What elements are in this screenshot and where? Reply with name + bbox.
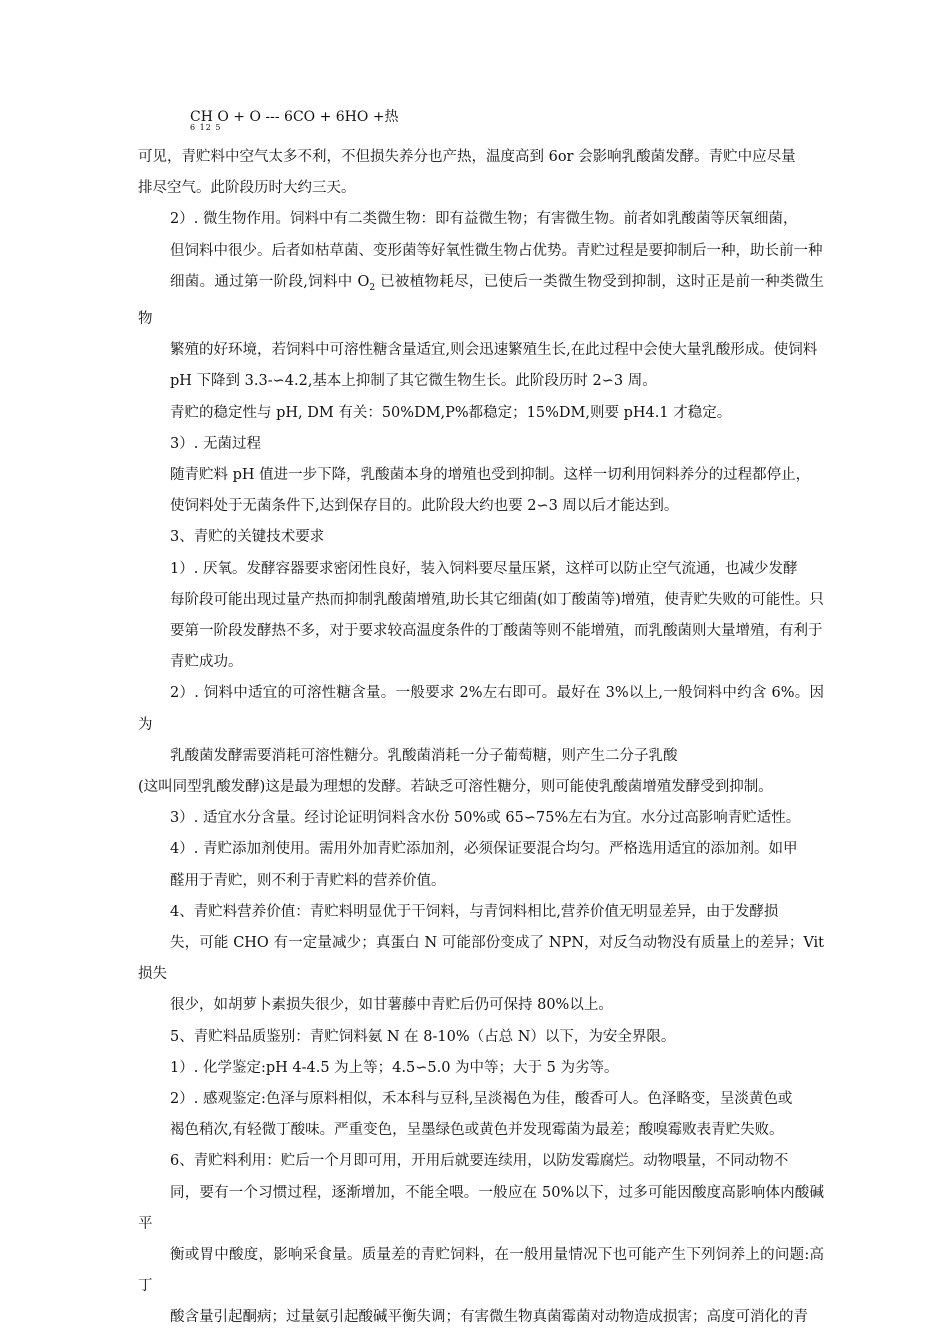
paragraph-stability: 青贮的稳定性与 pH, DM 有关：50%DM,P%都稳定；15%DM,则要 pH4.1 才稳定。 [170,404,732,421]
paragraph-quality-identification: 5、青贮料品质鉴别：青贮饲料氨 N 在 8-10%（占总 N）以下，为安全界限。 [170,1028,676,1045]
text-line: 1）. 厌氧。发酵容器要求密闭性良好，装入饲料要尽量压紧，这样可以防止空气流通，也减少发酵 [170,560,798,577]
text-line: 2）. 饲料中适宜的可溶性糖含量。一般要求 2%左右即可。最好在 3%以上,一般饲料中约含 6%。因为 [138,685,824,733]
heading-key-techniques: 3、青贮的关键技术要求 [170,529,325,546]
text-line: 衡或胃中酸度，影响采食量。质量差的青贮饲料，在一般用量情况下也可能产生下列饲养上的问题:高丁 [138,1247,824,1295]
paragraph-sterile [138,460,824,522]
text-line: 酸含量引起酮病；过量氨引起酸碱平衡失调；有害微生物真菌霉菌对动物造成损害；高度可消化的青 [170,1309,808,1326]
paragraph-nutrition-value [138,897,824,1022]
text-line: 2）. 微生物作用。饲料中有二类微生物：即有益微生物；有害微生物。前者如乳酸菌等厌氧细菌， [170,211,798,228]
text-line: 可见，青贮料中空气太多不利，不但损失养分也产热，温度高到 6or 会影响乳酸菌发酵。青贮中应尽量 [138,149,796,165]
paragraph-soluble-sugar [138,678,824,803]
paragraph-sensory-test [138,1084,824,1146]
text-line: 随青贮料 pH 值进一步下降，乳酸菌本身的增殖也受到抑制。这样一切利用饲料养分的过程都停止， [170,466,811,483]
paragraph-anaerobic [138,554,824,679]
text-line: 繁殖的好环境，若饲料中可溶性糖含量适宜,则会迅速繁殖生长,在此过程中会使大量乳酸形成。使饲料 [170,342,818,359]
text-line: 4、青贮料营养价值：青贮料明显优于干饲料，与青饲料相比,营养价值无明显差异，由于发酵损 [170,903,779,920]
text-line: 但饲料中很少。后者如枯草菌、变形菌等好氧性微生物占优势。青贮过程是要抑制后一种，助长前一种 [170,242,823,259]
paragraph-microbe-action [138,204,824,397]
formula-subscript: 6 12 5 [190,123,222,132]
paragraph-air-effect [138,142,824,204]
text-line: 同，要有一个习惯过程，逐渐增加，不能全喂。一般应在 50%以下，过多可能因酸度高影响体内酸碱平 [138,1184,824,1232]
text-line: 每阶段可能出现过量产热而抑制乳酸菌增殖,助长其它细菌(如丁酸菌等)增殖，使青贮失败的可能性。只 [170,591,824,608]
text-line: 使饲料处于无菌条件下,达到保存目的。此阶段大约也要 2∽3 周以后才能达到。 [170,498,679,515]
heading-sterile-process: 3）. 无菌过程 [170,435,261,452]
text-line: 褐色稍次,有轻微丁酸味。严重变色，呈墨绿色或黄色并发现霉菌为最差；酸嗅霉败表青贮失败。 [170,1122,784,1139]
formula-main: CH O + O --- 6CO + 6HO +热 [190,109,399,125]
text-line: 很少，如胡萝卜素损失很少，如甘薯藤中青贮后仍可保持 80%以上。 [170,997,613,1014]
text-line: 乳酸菌发酵需要消耗可溶性糖分。乳酸菌消耗一分子葡萄糖，则产生二分子乳酸 [170,747,678,764]
paragraph-chemical-test: 1）. 化学鉴定:pH 4-4.5 为上等；4.5∽5.0 为中等；大于 5 为劣等。 [170,1059,619,1076]
paragraph-silage-use [138,1146,824,1333]
text-line: 4）. 青贮添加剂使用。需用外加青贮添加剂，必须保证要混合均匀。严格选用适宜的添加剂。如甲 [170,841,798,858]
text-line: 要第一阶段发酵热不多，对于要求较高温度条件的丁酸菌等则不能增殖，而乳酸菌则大量增殖，有利于 [170,622,823,639]
text-line: 2）. 感观鉴定:色泽与原料相似，禾本科与豆科,呈淡褐色为佳，酸香可人。色泽略变，呈淡黄色或 [170,1090,793,1107]
text-line: 排尽空气。此阶段历时大约三天。 [138,180,356,197]
text-line: 6、青贮料利用：贮后一个月即可用，开用后就要连续用，以防发霉腐烂。动物喂量，不同动物不 [170,1153,789,1170]
text-line: 醛用于青贮，则不利于青贮料的营养价值。 [170,872,446,889]
document-body [138,142,824,1334]
text-line: pH 下降到 3.3-∽4.2,基本上抑制了其它微生物生长。此阶段历时 2∽3 周。 [170,373,657,390]
text-line: 细菌。通过第一阶段,饲料中 $O_2$ 已被植物耗尽，已使后一类微生物受到抑制，这时正是前一种类微生物 [138,273,824,327]
text-line: 失，可能 CHO 有一定量减少；真蛋白 N 可能部份变成了 NPN，对反刍动物没有质量上的差异；Vit 损失 [138,934,824,983]
text-line: 青贮成功。 [170,654,243,671]
chemical-formula [190,106,399,132]
paragraph-moisture: 3）. 适宜水分含量。经讨论证明饲料含水份 50%或 65∽75%左右为宜。水分过高影响青贮适性。 [170,810,801,827]
text-line: (这叫同型乳酸发酵)这是最为理想的发酵。若缺乏可溶性糖分，则可能使乳酸菌增殖发酵受到抑制。 [138,778,773,795]
paragraph-additives [138,834,824,896]
